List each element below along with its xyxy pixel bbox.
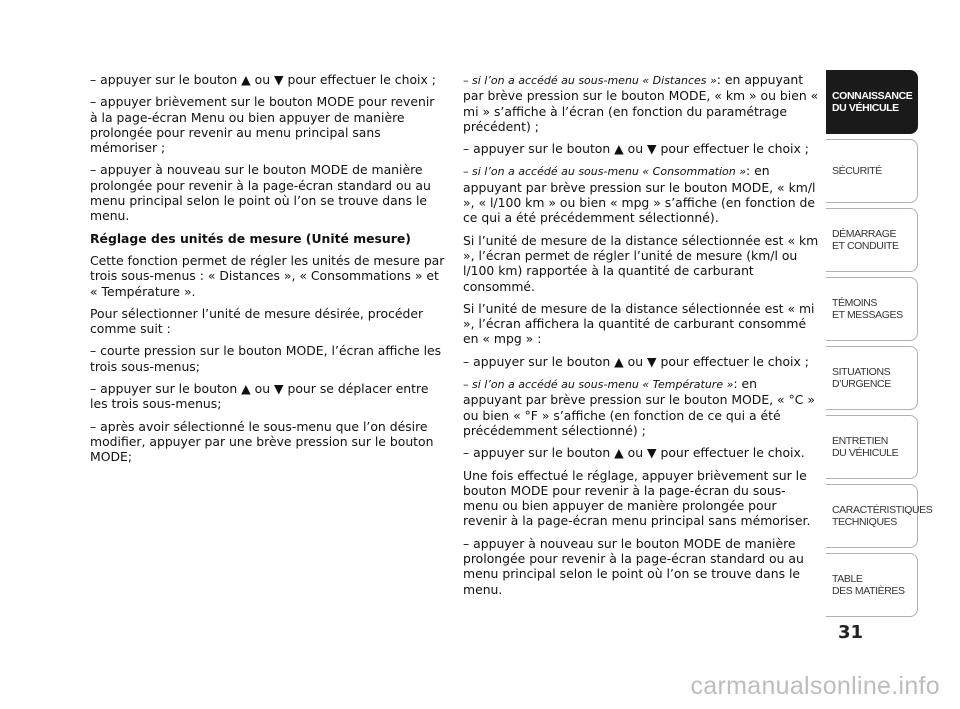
tab-label: DÉMARRAGE ET CONDUITE [832, 228, 899, 252]
watermark: carmanualsonline.info [690, 672, 940, 700]
paragraph: – appuyer sur le bouton ▲ ou ▼ pour effectuer le choix ; [463, 353, 809, 369]
paragraph: Cette fonction permet de régler les unités de mesure par trois sous-menus : « Distances », « Consommations » et « Température ». [90, 252, 445, 299]
paragraph-text: : en appuyant par brève pression sur le bouton MODE, « km » ou bien « mi » s’affiche à l’écran (en fonction du paramétrage précédent) ; [463, 72, 819, 134]
paragraph: – courte pression sur le bouton MODE, l’écran affiche les trois sous-menus; [90, 343, 442, 374]
tab-demarrage-et-conduite[interactable] [826, 208, 918, 272]
tab-connaissance-du-vehicule[interactable] [826, 70, 918, 134]
tab-temoins-et-messages[interactable] [826, 277, 918, 341]
tab-label: TABLE DES MATIÈRES [832, 573, 905, 597]
paragraph: Pour sélectionner l’unité de mesure désirée, procéder comme suit : [90, 305, 424, 337]
paragraph: Si l’unité de mesure de la distance sélectionnée est « mi », l’écran affichera la quantité de carburant consommé en « mpg » : [463, 300, 815, 347]
paragraph: – appuyer à nouveau sur le bouton MODE de manière prolongée pour revenir à la page-écran standard ou au menu principal selon le point où l’on se trouve dans le menu. [90, 162, 431, 224]
submenu-intro: – si l’on a accédé au sous-menu « Température » [463, 378, 734, 392]
section-heading: Réglage des unités de mesure (Unité mesure) [90, 230, 411, 246]
paragraph-temperature [463, 376, 819, 438]
paragraph: – appuyer sur le bouton ▲ ou ▼ pour effectuer le choix. [463, 445, 805, 461]
chapter-tabs [826, 70, 933, 622]
paragraph-text: : en appuyant par brève pression sur le bouton MODE, « °C » ou bien « °F » s’affiche (en fonction de ce qui a été précédemment sélectionné) ; [463, 376, 815, 438]
submenu-intro: – si l’on a accédé au sous-menu « Distances » [463, 74, 717, 87]
tab-label: SÉCURITÉ [832, 165, 882, 177]
paragraph: – appuyer à nouveau sur le bouton MODE de manière prolongée pour revenir à la page-écran standard ou au menu principal selon le point où l’on se trouve dans le menu. [463, 535, 804, 597]
paragraph-text: : en appuyant par brève pression sur le bouton MODE, « km/l », « l/100 km » ou bien « mpg » s’affiche (en fonction de ce qui a été précédemment sélectionné). [463, 163, 816, 226]
left-column [90, 72, 445, 472]
tab-label: ENTRETIEN DU VÉHICULE [832, 435, 899, 459]
paragraph-distances [463, 72, 819, 134]
tab-label: CONNAISSANCE DU VÉHICULE [832, 90, 913, 114]
paragraph: – appuyer sur le bouton ▲ ou ▼ pour effectuer le choix ; [463, 141, 809, 157]
tab-entretien-du-vehicule[interactable] [826, 415, 918, 479]
tab-situations-d-urgence[interactable] [826, 346, 918, 410]
page-number: 31 [838, 622, 864, 643]
right-column [463, 72, 819, 604]
submenu-intro: – si l’on a accédé au sous-menu « Consommation » [463, 165, 747, 179]
tab-label: SITUATIONS D’URGENCE [832, 366, 891, 390]
paragraph: – appuyer brièvement sur le bouton MODE pour revenir à la page-écran Menu ou bien appuyer de manière prolongée pour revenir au menu principal sans mémoriser ; [90, 94, 435, 156]
paragraph: Si l’unité de mesure de la distance sélectionnée est « km », l’écran permet de régler l’unité de mesure (km/l ou l/100 km) rapportée à la quantité de carburant consommé. [463, 232, 819, 294]
tab-securite[interactable] [826, 139, 918, 203]
paragraph: – appuyer sur le bouton ▲ ou ▼ pour effectuer le choix ; [90, 72, 436, 87]
tab-table-des-matieres[interactable] [826, 553, 918, 617]
paragraph: – après avoir sélectionné le sous-menu que l’on désire modifier, appuyer par une brève pression sur le bouton MODE; [90, 418, 434, 465]
paragraph: – appuyer sur le bouton ▲ ou ▼ pour se déplacer entre les trois sous-menus; [90, 381, 429, 412]
paragraph: Une fois effectué le réglage, appuyer brièvement sur le bouton MODE pour revenir à la page-écran du sous-menu ou bien appuyer de manière prolongée pour revenir à la page-écran menu principal sans mémoriser. [463, 467, 811, 529]
tab-label: CARACTÉRISTIQUES TECHNIQUES [832, 504, 933, 528]
tab-label: TÉMOINS ET MESSAGES [832, 297, 903, 321]
tab-caracteristiques-techniques[interactable] [826, 484, 933, 548]
paragraph-consumption [463, 163, 819, 225]
